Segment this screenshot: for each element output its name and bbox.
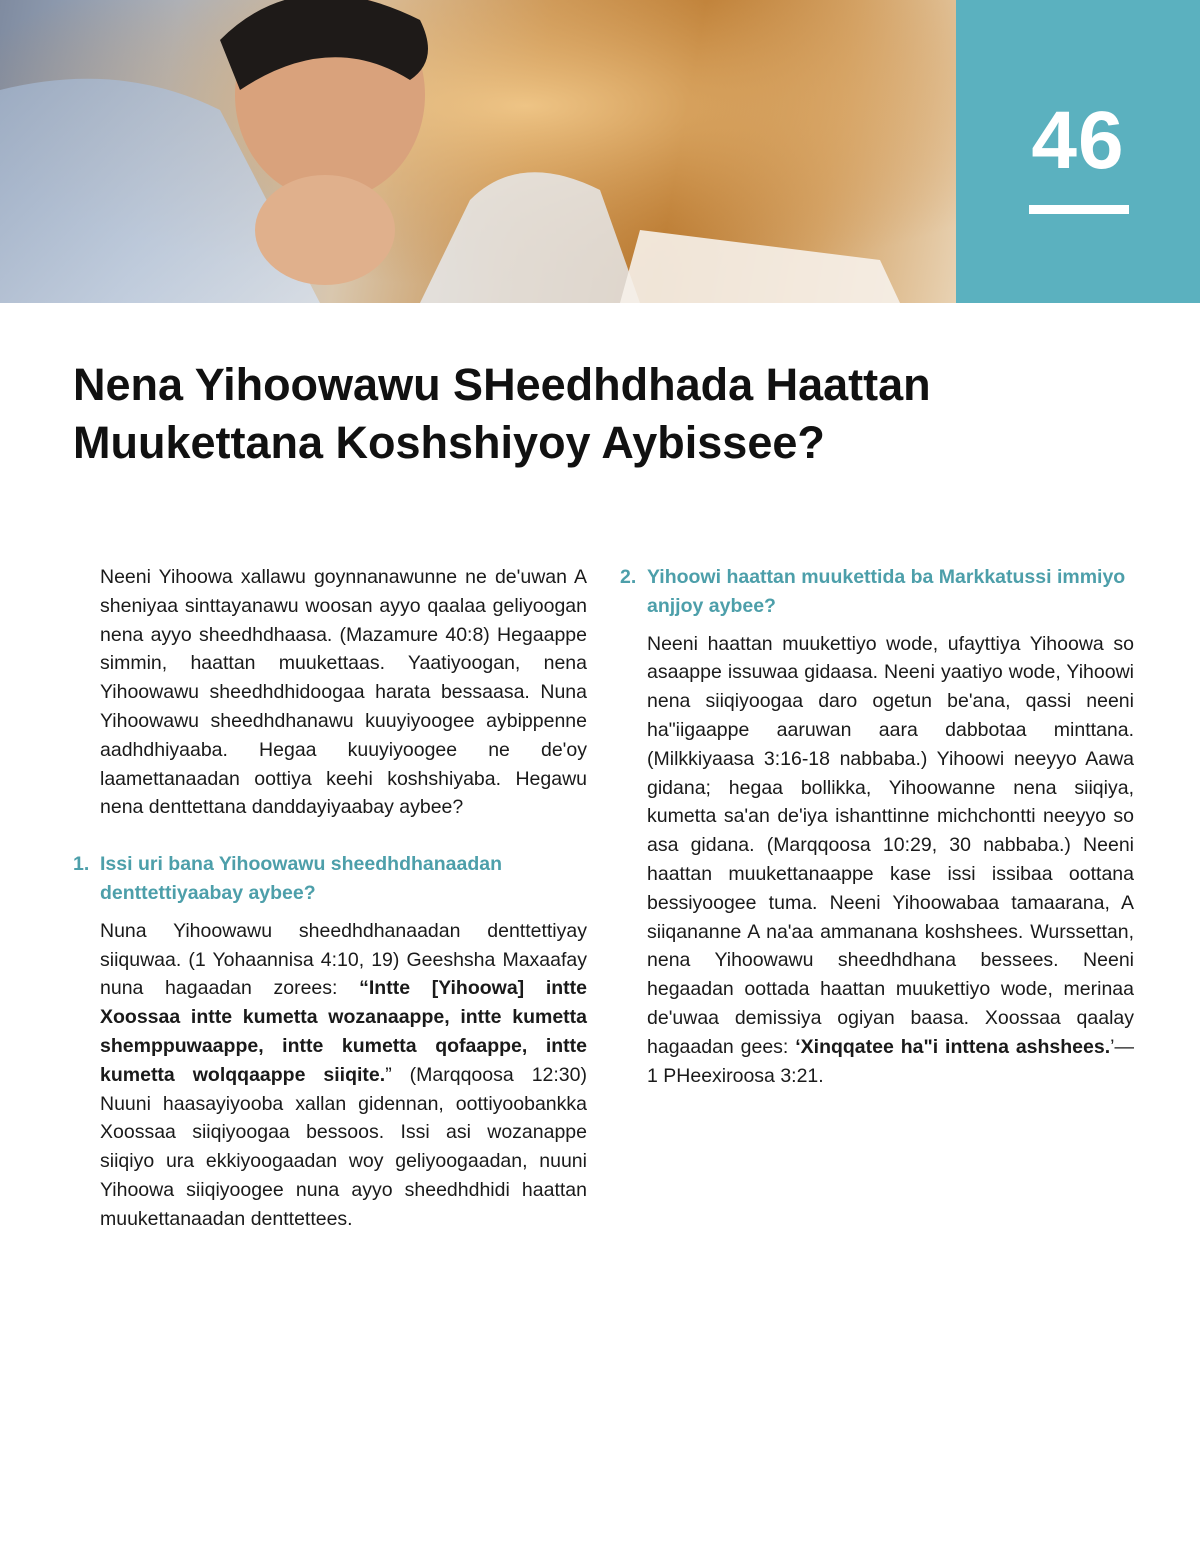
question-2 — [620, 563, 1134, 621]
praying-man-illustration — [0, 0, 956, 303]
page-title: Nena Yihoowawu SHeedhdhada Haattan Muukettana Koshshiyoy Aybissee? — [73, 359, 931, 468]
lesson-number-badge — [956, 0, 1200, 303]
lesson-number-underline — [1029, 205, 1129, 214]
scripture-quote: ‘Xinqqatee ha"i inttena ashshees. — [795, 1035, 1111, 1058]
hero-photo — [0, 0, 956, 303]
answer-text: ’—1 PHeexiroosa 3:21. — [647, 1035, 1134, 1087]
left-column — [73, 563, 587, 1234]
question-number: 1. — [73, 853, 90, 876]
question-1 — [73, 850, 587, 908]
scripture-quote: “Intte [Yihoowa] intte Xoossaa intte kumetta wozanaappe, intte kumetta shemppuwaappe, intte kumetta qofaappe, intte kumetta wolqqaappe siiqite. — [100, 977, 588, 1086]
right-column — [620, 563, 1134, 1090]
question-text: Issi uri bana Yihoowawu sheedhdhanaadan denttettiyaabay aybee? — [100, 853, 503, 904]
answer-1 — [73, 917, 587, 1234]
question-number: 2. — [620, 566, 637, 588]
answer-text: ” (Marqqoosa 12:30) Nuuni haasayiyooba xallan gidennan, oottiyoobankka Xoossaa siiqiyoogaa bessoos. Issi asi wozanappe siiqiyo ura ekkiyoogaadan woy geliyoogaadan, nuuni Yihoowa siiqiyoogee nuna ayyo sheedhdhidi haattan muukettanaadan denttettees. — [100, 1063, 587, 1230]
intro-paragraph: Neeni Yihoowa xallawu goynnanawunne ne de'uwan A sheniyaa sinttayanawu woosan ayyo qaalaa geliyoogan nena ayyo sheedhdhaasa. (Mazamure 40:8) Hegaappe simmin, haattan muukettaas. Yaatiyoogan, nena Yihoowawu sheedhdhidoogaa harata bessaasa. Nuna Yihoowawu sheedhdhanawu kuuyiyoogee aybippenne aadhdhiyaaba. Hegaa kuuyiyoogee ne de'oy laamettanaadan oottiya keehi koshshiyaba. Hegawu nena denttettana danddayiyaabay aybee? — [100, 566, 587, 819]
answer-text: Nuna Yihoowawu sheedhdhanaadan denttettiyay siiquwaa. (1 Yohaannisa 4:10, 19) Geeshsha Maxaafay nuna hagaadan zorees: — [100, 919, 587, 1000]
question-text: Yihoowi haattan muukettida ba Markkatussi immiyo anjjoy aybee? — [647, 566, 1126, 617]
lesson-number: 46 — [1031, 95, 1125, 186]
answer-2 — [620, 630, 1134, 1091]
answer-text: Neeni haattan muukettiyo wode, ufayttiya Yihoowa so asaappe issuwaa gidaasa. Neeni yaatiyo wode, Yihoowi nena siiqiyoogaa daro ogetun be'ana, qassi neeni ha"iigaappe aaruwan aara dabbotaa minttana. (Milkkiyaasa 3:16-18 nabbaba.) Yihoowi neeyyo Aawa gidana; hegaa bollikka, Yihoowanne nena siiqiya, kumetta sa'an de'iya ishanttinne michchontti neeyyo so asa gidana. (Marqqoosa 10:29, 30 nabbaba.) Neeni haattan muukettanaappe kase issi issibaa oottana bessiyoogee tuma. Neeni Yihoowabaa tamaarana, A siiqananne A na'aa ammanana koshshees. Wurssettan, nena Yihoowawu sheedhdhana bessees. Neeni hegaadan oottada haattan muukettiyo wode, merinaa de'uwaa demissiya ogiyan baasa. Xoossaa qaalay hagaadan gees: — [647, 632, 1134, 1058]
